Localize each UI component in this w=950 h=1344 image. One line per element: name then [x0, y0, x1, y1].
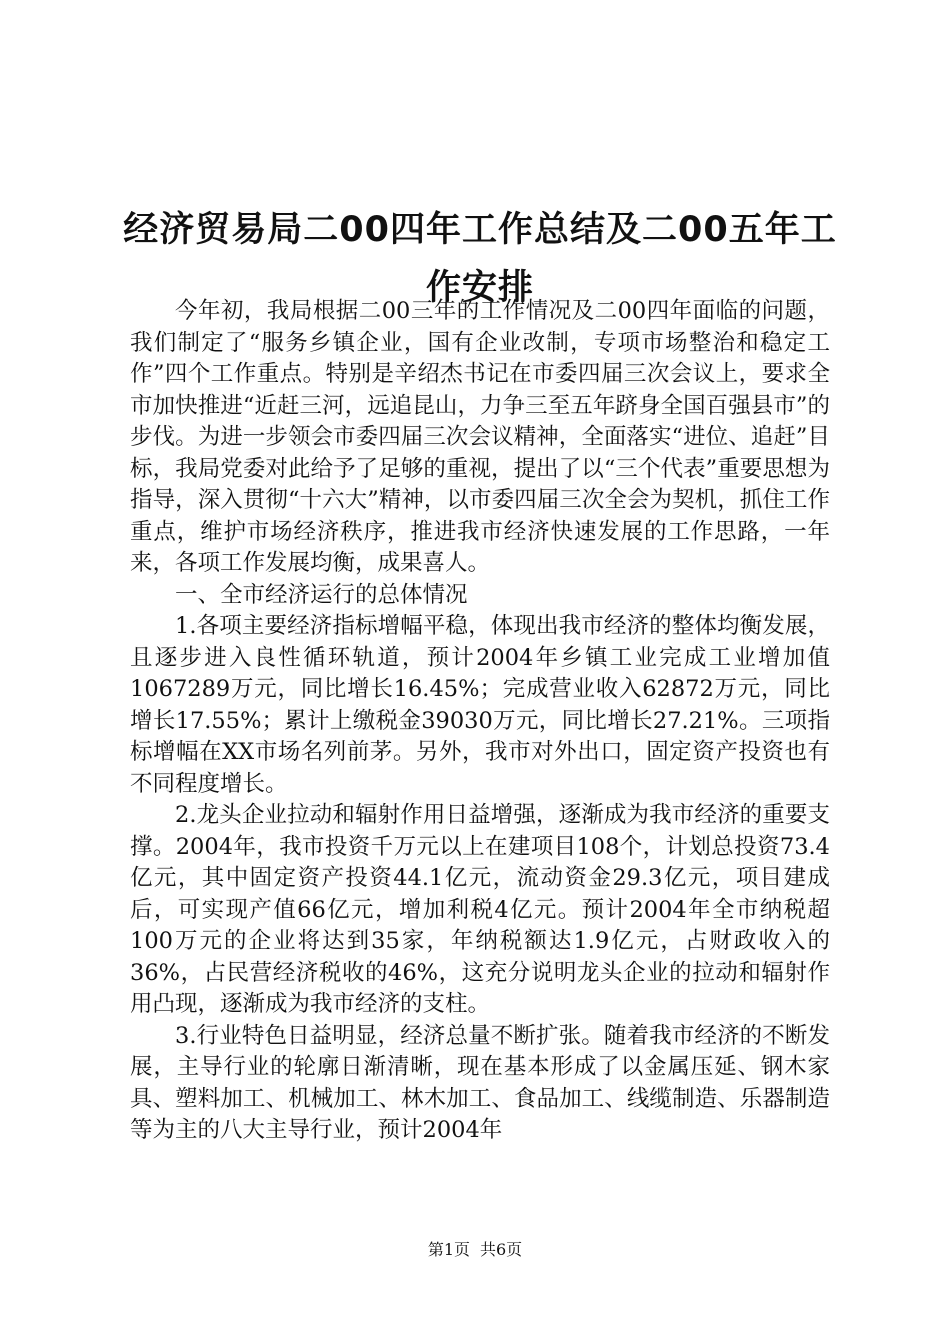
- document-body: [130, 296, 830, 1147]
- section-heading: 一、全市经济运行的总体情况: [175, 581, 468, 608]
- page-footer: [0, 1238, 950, 1262]
- page-total: 共6页: [480, 1240, 523, 1259]
- paragraph-item-3: 3.行业特色日益明显，经济总量不断扩张。随着我市经济的不断发展，主导行业的轮廓日渐清晰，现在基本形成了以金属压延、钢木家具、塑料加工、机械加工、林木加工、食品加工、线缆制造、乐器制造等为主的八大主导行业，预计2004年: [130, 1022, 830, 1143]
- paragraph-intro: 今年初，我局根据二00三年的工作情况及二00四年面临的问题，我们制定了“服务乡镇企业，国有企业改制，专项市场整治和稳定工作”四个工作重点。特别是辛绍杰书记在市委四届三次会议上，要求全市加快推进“近赶三河，远追昆山，力争三至五年跻身全国百强县市”的步伐。为进一步领会市委四届三次会议精神，全面落实“进位、追赶”目标，我局党委对此给予了足够的重视，提出了以“三个代表”重要思想为指导，深入贯彻“十六大”精神，以市委四届三次全会为契机，抓住工作重点，维护市场经济秩序，推进我市经济快速发展的工作思路，一年来，各项工作发展均衡，成果喜人。: [130, 298, 830, 576]
- page-number: 第1页: [427, 1240, 470, 1259]
- paragraph-item-2: 2.龙头企业拉动和辐射作用日益增强，逐渐成为我市经济的重要支撑。2004年，我市投资千万元以上在建项目108个，计划总投资73.4亿元，其中固定资产投资44.1亿元，流动资金29.3亿元，项目建成后，可实现产值66亿元，增加利税4亿元。预计2004年全市纳税超100万元的企业将达到35家，年纳税额达1.9亿元，占财政收入的36%，占民营经济税收的46%，这充分说明龙头企业的拉动和辐射作用凸现，逐渐成为我市经济的支柱。: [130, 802, 830, 1017]
- paragraph-item-1: 1.各项主要经济指标增幅平稳，体现出我市经济的整体均衡发展，且逐步进入良性循环轨道，预计2004年乡镇工业完成工业增加值1067289万元，同比增长16.45%；完成营业收入62872万元，同比增长17.55%；累计上缴税金39030万元，同比增长27.21%。三项指标增幅在XX市场名列前茅。另外，我市对外出口，固定资产投资也有不同程度增长。: [130, 613, 830, 797]
- document-title: 经济贸易局二00四年工作总结及二00五年工作安排: [123, 210, 837, 309]
